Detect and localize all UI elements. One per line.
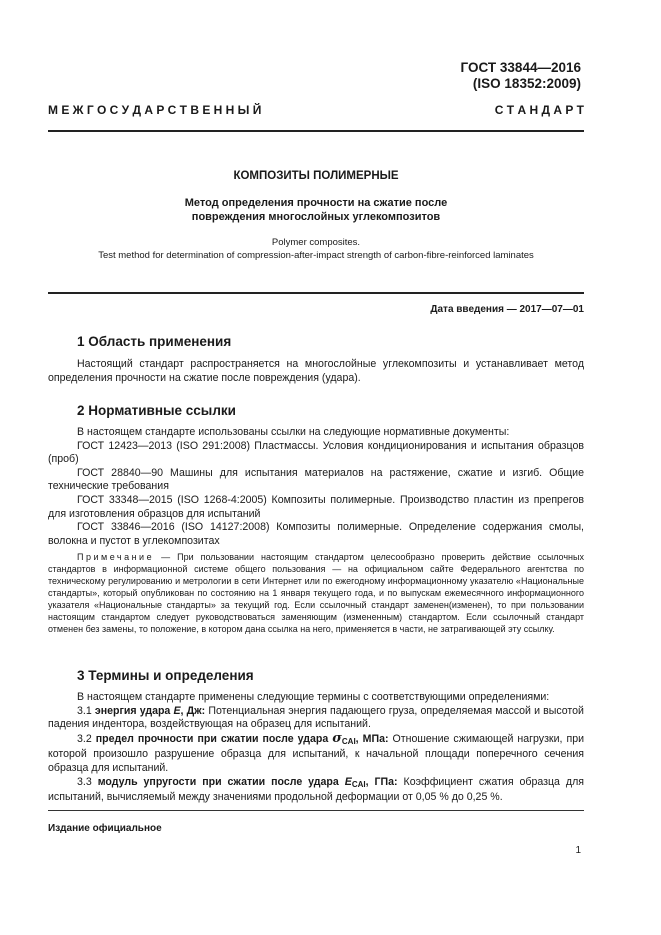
- official-edition-label: Издание официальное: [48, 823, 162, 834]
- section-3-body: [48, 691, 584, 805]
- term-definition: Коэффициент сжатия образца для испытаний, вычисляемый между значениями продольной деформации от 0,05 % до 0,25 %.: [48, 775, 584, 804]
- term-3-2: [48, 732, 584, 776]
- term-name: предел прочности при сжатии после удара: [95, 732, 329, 745]
- reference-item: ГОСТ 33348—2015 (ISO 1268-4:2005) Композиты полимерные. Производство пластин из препрегов для изготовления образцов для испытаний: [48, 493, 584, 520]
- term-symbol: E: [173, 704, 181, 717]
- english-title-line-2: Test method for determination of compression-after-impact strength of carbon-fibre-reinforced laminates: [98, 249, 534, 261]
- banner-word-interstate: М Е Ж Г О С У Д А Р С Т В Е Н Н Ы Й: [48, 103, 262, 117]
- term-number: 3.3: [77, 775, 92, 788]
- section-1-heading: 1 Область применения: [77, 334, 232, 349]
- document-designation: [461, 60, 581, 92]
- section-2-body: [48, 426, 584, 548]
- term-number: 3.1: [77, 704, 92, 717]
- term-subscript: CAI: [351, 779, 366, 789]
- references-intro: В настоящем стандарте использованы ссылки на следующие нормативные документы:: [77, 426, 510, 438]
- term-unit: , ГПа:: [365, 775, 398, 788]
- introduction-date: Дата введения — 2017—07—01: [430, 304, 584, 315]
- references-note: [48, 551, 584, 635]
- note-label: Примечание: [77, 552, 155, 562]
- note-text: — При пользовании настоящим стандартом целесообразно проверить действие ссылочных стандартов в информационной системе общего пользования — на официальном сайте Федерального агентства по техническому регулированию и метрологии в сети Интернет или по ежегодному информационному указателю «Национальные стандарты», который опубликован по состоянию на 1 января текущего года, и по выпускам ежемесячного информационного указателя «Национальные стандарты» за текущий год. Если ссылочный стандарт заменен(изменен), то при пользовании настоящим стандартом следует руководствоваться заменяющим (измененным) стандартом. Если ссылочный стандарт отменен без замены, то положение, в котором дана ссылка на него, применяется в части, не затрагивающей эту ссылку.: [48, 552, 584, 634]
- term-definition: Отношение сжимающей нагрузки, при которой произошло разрушение образца для испытаний, к начальной площади поперечного сечения образца для испытаний.: [48, 732, 584, 774]
- footer-divider: [48, 810, 584, 811]
- term-unit: , МПа:: [355, 732, 389, 745]
- term-symbol: E: [344, 775, 352, 788]
- scope-paragraph: Настоящий стандарт распространяется на многослойные углекомпозиты и устанавливает метод определения прочности на сжатие после повреждения (удара).: [48, 358, 584, 384]
- document-subtitle: [48, 196, 584, 224]
- subtitle-line-2: повреждения многослойных углекомпозитов: [191, 211, 441, 223]
- document-title: КОМПОЗИТЫ ПОЛИМЕРНЫЕ: [233, 170, 399, 182]
- term-3-3: [48, 776, 584, 805]
- reference-item: ГОСТ 33846—2016 (ISO 14127:2008) Композиты полимерные. Определение содержания смолы, волокна и пустот в углекомпозитах: [48, 521, 584, 547]
- banner-word-standard: С Т А Н Д А Р Т: [494, 103, 584, 117]
- subtitle-line-1: Метод определения прочности на сжатие после: [184, 197, 448, 209]
- reference-item: ГОСТ 12423—2013 (ISO 291:2008) Пластмассы. Условия кондиционирования и испытания образцов (проб): [48, 439, 584, 466]
- term-subscript: CAI: [341, 736, 356, 746]
- section-3-heading: 3 Термины и определения: [77, 668, 254, 683]
- terms-intro: В настоящем стандарте применены следующие термины с соответствующими определениями:: [77, 691, 550, 703]
- reference-item: ГОСТ 28840—90 Машины для испытания материалов на растяжение, сжатие и изгиб. Общие технические требования: [48, 466, 584, 493]
- page-number: 1: [575, 845, 581, 856]
- english-title-line-1: Polymer composites.: [271, 237, 361, 248]
- english-title: [48, 237, 584, 262]
- term-definition: Потенциальная энергия падающего груза, определяемая массой и высотой падения индентора, воздействующая на образец для испытаний.: [48, 704, 584, 731]
- gost-number: ГОСТ 33844—2016: [460, 60, 581, 75]
- section-2-heading: 2 Нормативные ссылки: [77, 403, 236, 418]
- term-unit: , Дж:: [180, 704, 206, 717]
- term-symbol: σ: [332, 730, 342, 746]
- title-divider: [48, 292, 584, 294]
- iso-number: (ISO 18352:2009): [472, 76, 581, 91]
- standard-banner: [48, 103, 584, 117]
- term-number: 3.2: [77, 732, 92, 745]
- term-3-1: [48, 705, 584, 732]
- section-1-text: [48, 358, 584, 385]
- term-name: энергия удара: [94, 704, 171, 717]
- header-divider: [48, 130, 584, 132]
- term-name: модуль упругости при сжатии после удара: [97, 775, 339, 788]
